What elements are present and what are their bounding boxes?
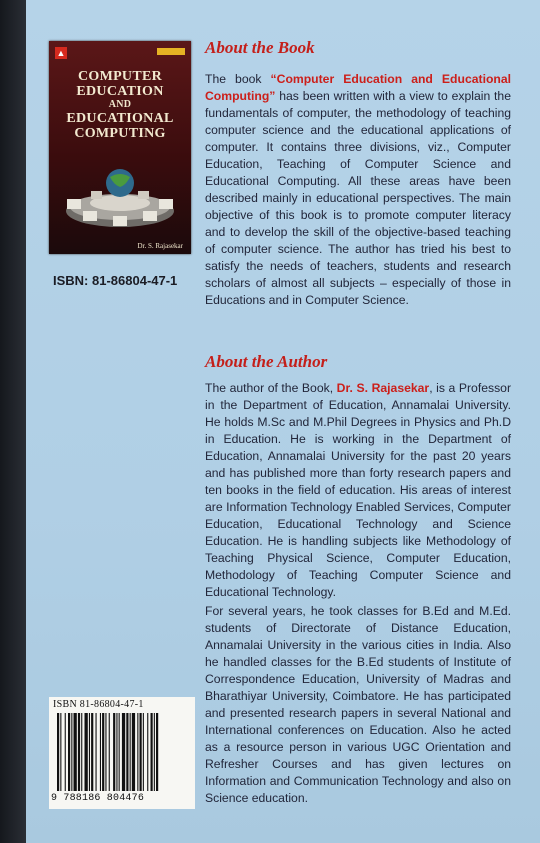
about-author-text: The author of the Book, Dr. S. Rajasekar, is a Professor in the Department of Education, Annamalai University. He holds M.Sc and M.Phil Degrees in Physics and Ph.D in Education. He is working in the Department of Education, Annamalai University for the past 20 years and has published more than forty research papers and ten books in the field of education. His areas of interest are Information Technology Enabled Services, Computer Education, Educational Technology and Science Education. He is handling subjects like Methodology of Teaching Physical Science, Computer Education, Methodology of Teaching Computer Science and Educational Technology. bbox=[205, 381, 512, 599]
barcode-bars bbox=[53, 713, 191, 793]
about-book-heading: About the Book bbox=[205, 38, 315, 57]
computer-globe-illustration bbox=[61, 161, 179, 231]
author-bio-second-paragraph: For several years, he took classes for B.Ed and M.Ed. students of Directorate of Distance Education, Annamalai University in the various cities in India. Also he handled classes for the B.Ed students of Institute of Correspondence Education, University of Madras and Bharathiyar University, Coimbatore. He has participated and presented research papers in several National and International conferences on Education. Also he acted as a resource person in various UGC Orientation and Refresher Courses and has given lectures on Information and Communication Technology and also on Science education. bbox=[205, 604, 511, 805]
cover-thumbnail bbox=[49, 41, 191, 254]
barcode-digits: 9 788186 804476 bbox=[51, 793, 145, 804]
edition-tag bbox=[157, 48, 185, 55]
author-name-highlight: Dr. S. Rajasekar bbox=[336, 381, 430, 395]
barcode-isbn: ISBN 81-86804-47-1 bbox=[53, 699, 144, 710]
thumbnail-author: Dr. S. Rajasekar bbox=[137, 242, 183, 250]
barcode bbox=[49, 697, 195, 809]
thumbnail-title: COMPUTER EDUCATION AND EDUCATIONAL COMPUTING bbox=[66, 69, 174, 141]
about-author-heading: About the Author bbox=[205, 352, 328, 371]
isbn-label: ISBN: 81-86804-47-1 bbox=[53, 273, 178, 288]
book-spine bbox=[0, 0, 26, 843]
publisher-logo-icon: ▲ bbox=[56, 48, 66, 58]
book-title-highlight: “Computer Education and Educational Computing” bbox=[205, 72, 512, 103]
about-book-text: The book “Computer Education and Educational Computing” has been written with a view to explain the fundamentals of computer, the methodology of teaching computer science and the educational applications of computer. It contains three divisions, viz., Computer Education, Teaching of Computer Science and Educational Computing. All these areas have been described mainly in educational perspectives. The main objective of this book is to promote computer literacy and to develop the skill of the objective-based teaching of computer science. The author has tried his best to satisfy the needs of teachers, students and research scholars of almost all subjects – especially of those in Educations and in Computer Science. bbox=[205, 72, 512, 307]
